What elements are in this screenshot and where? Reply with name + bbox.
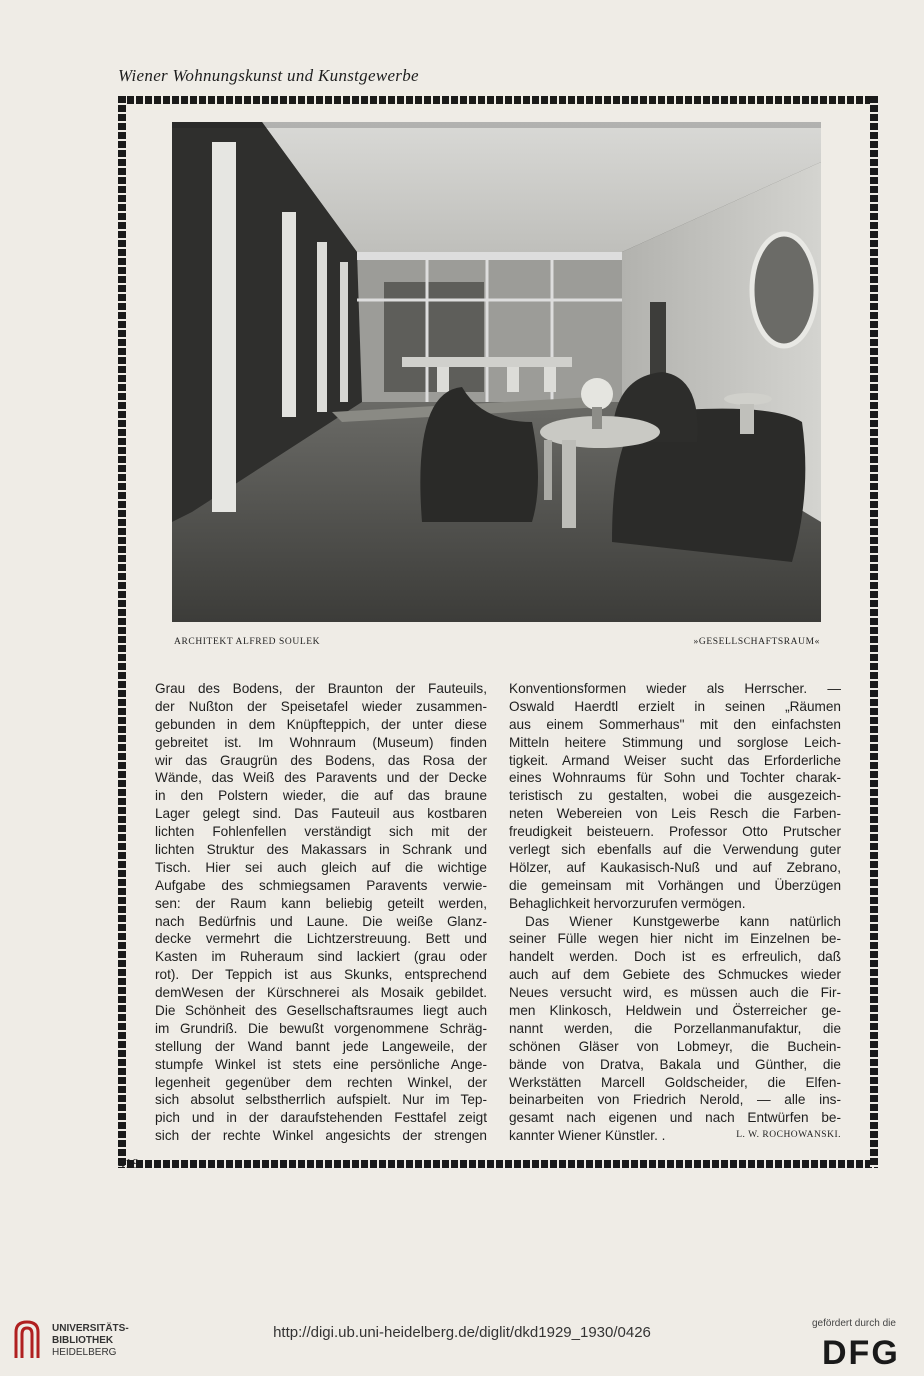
photo-caption-title: »GESELLSCHAFTSRAUM« — [693, 637, 820, 647]
text-line: demWesen der Kürschnerei als Mosaik gebildet. — [155, 985, 487, 1001]
text-line: beinarbeiten von Friedrich Nerold, — alle ins- — [509, 1092, 841, 1108]
text-line: nach Bedürfnis und Laune. Die weiße Glanz- — [155, 913, 487, 929]
text-line: Behaglichkeit hervorzurufen vermögen. — [509, 895, 746, 911]
text-line: neten Webereien von Leis Resch die Farben- — [509, 806, 841, 822]
text-line: Mitteln heitere Stimmung und sorglose Leich- — [509, 734, 841, 750]
decorative-border-top — [118, 96, 878, 104]
text-line: bände von Dratva, Bakala und Günther, die — [509, 1056, 841, 1072]
text-line: kannter Wiener Künstler. . L. W. ROCHOWANSKI. — [509, 1128, 841, 1144]
funding-note: gefördert durch die — [812, 1318, 896, 1329]
photo-illustration — [172, 122, 821, 622]
text-line: men Klinkosch, Heldwein und Österreicher ge- — [509, 1003, 841, 1019]
text-line: rot). Der Teppich ist aus Skunks, entsprechend — [155, 967, 487, 983]
photo-caption-architect: ARCHITEKT ALFRED SOULEK — [174, 637, 321, 647]
text-line: Hölzer, auf Kaukasisch-Nuß und auf Zebrano, — [509, 859, 841, 875]
text-column-left — [155, 680, 487, 1145]
text-line: schönen Gläser von Lobmeyr, die Buchein- — [509, 1038, 841, 1054]
text-line: stumpfe Winkel ist stets eine persönliche Ange- — [155, 1056, 487, 1072]
text-line: Wände, das Weiß des Paravents und der Decke — [155, 770, 487, 786]
page-number: 418 — [118, 1157, 139, 1172]
text-line: stellung der Wand bannt jede Langeweile, der — [155, 1038, 487, 1054]
text-line: decke vermehrt die Lichtzerstreuung. Bett und — [155, 931, 487, 947]
text-line: in den Polstern wieder, die auf das braune — [155, 788, 487, 804]
text-line: gesamt nach eigenen und nach Entwürfen be- — [509, 1110, 841, 1126]
text-line: Das Wiener Kunstgewerbe kann natürlich — [525, 913, 841, 929]
text-line: freudigkeit beisteuern. Professor Otto Prutscher — [509, 824, 841, 840]
text-line: auch auf dem Gebiete des Schmuckes wieder — [509, 967, 841, 983]
text-line: pich und in der daraufstehenden Festtafel zeigt — [155, 1110, 487, 1126]
library-line-3: HEIDELBERG — [52, 1347, 117, 1358]
text-line: gebreitet ist. Im Wohnraum (Museum) finden — [155, 734, 487, 750]
author-signature: L. W. ROCHOWANSKI. — [736, 1130, 841, 1141]
source-url-link[interactable]: http://digi.ub.uni-heidelberg.de/diglit/dkd1929_1930/0426 — [273, 1324, 651, 1341]
interior-photograph — [172, 122, 821, 622]
text-line: Grau des Bodens, der Braunton der Fauteuils, — [155, 681, 487, 696]
text-line: Oswald Haerdtl erzielt in seinen „Räumen — [509, 698, 841, 714]
text-line: eines Wohnraums für Sohn und Tochter charak- — [509, 770, 841, 786]
text-line: Neues versucht wird, es müssen auch die Fir- — [509, 985, 841, 1001]
text-line: legenheit gegenüber dem rechten Winkel, der — [155, 1074, 487, 1090]
decorative-border-left — [118, 96, 126, 1167]
text-line: sich absolut selbstherrlich aufspielt. Nur im Tep- — [155, 1092, 487, 1108]
dfg-logo: DFG — [822, 1334, 900, 1372]
text-line: der Nußton der Speisetafel wieder zusammen- — [155, 698, 487, 714]
text-line: aus einem Sommerhaus" mit den einfachsten — [509, 716, 841, 732]
text-line: gebunden in dem Knüpfteppich, der unter diese — [155, 716, 487, 732]
library-line-1: UNIVERSITÄTS- — [52, 1323, 129, 1334]
text-line: handelt werden. Doch ist es erfreulich, daß — [509, 949, 841, 965]
text-line: Aufgabe des schmiegsamen Paravents verwie- — [155, 877, 487, 893]
decorative-border-bottom — [118, 1160, 878, 1168]
text-line: Tisch. Hier sei auch gleich auf die wichtige — [155, 859, 487, 875]
text-line: Die Schönheit des Gesellschaftsraumes liegt auch — [155, 1003, 487, 1019]
text-line: lichten Fohlenfellen verständigt sich mit der — [155, 824, 487, 840]
text-line: Kasten im Ruheraum sind lackiert (grau oder — [155, 949, 487, 965]
text-line: Konventionsformen wieder als Herrscher. — — [509, 681, 841, 696]
text-line: seiner Fülle wegen hier nicht im Einzelnen be- — [509, 931, 841, 947]
text-line: verlegt sich ebenfalls auf die Verwendung guter — [509, 842, 841, 858]
text-line: im Grundriß. Die bewußt vorgenommene Schräg- — [155, 1020, 487, 1036]
text-line: nannt werden, die Porzellanmanufaktur, die — [509, 1020, 841, 1036]
text-column-right — [509, 680, 841, 1145]
running-head: Wiener Wohnungskunst und Kunstgewerbe — [118, 66, 419, 85]
text-line: die gemeinsam mit Vorhängen und Überzügen — [509, 877, 841, 893]
text-line: Lager gelegt sind. Das Fauteuil aus kostbaren — [155, 806, 487, 822]
text-line: lichten Struktur des Makassars in Schrank und — [155, 842, 487, 858]
text-line: wir das Graugrün des Bodens, das Rosa der — [155, 752, 487, 768]
text-line: sen: der Raum kann beliebig geteilt werden, — [155, 895, 487, 911]
text-line: sich der rechte Winkel angesichts der strengen — [155, 1128, 487, 1144]
text-line: teristisch zu gestalten, wobei die ausgezeich- — [509, 788, 841, 804]
decorative-border-right — [870, 96, 878, 1167]
library-line-2: BIBLIOTHEK — [52, 1335, 114, 1346]
text-line: tigkeit. Armand Weiser sucht das Erforderliche — [509, 752, 841, 768]
text-line: Werkstätten Marcell Goldscheider, die Elfen- — [509, 1074, 841, 1090]
